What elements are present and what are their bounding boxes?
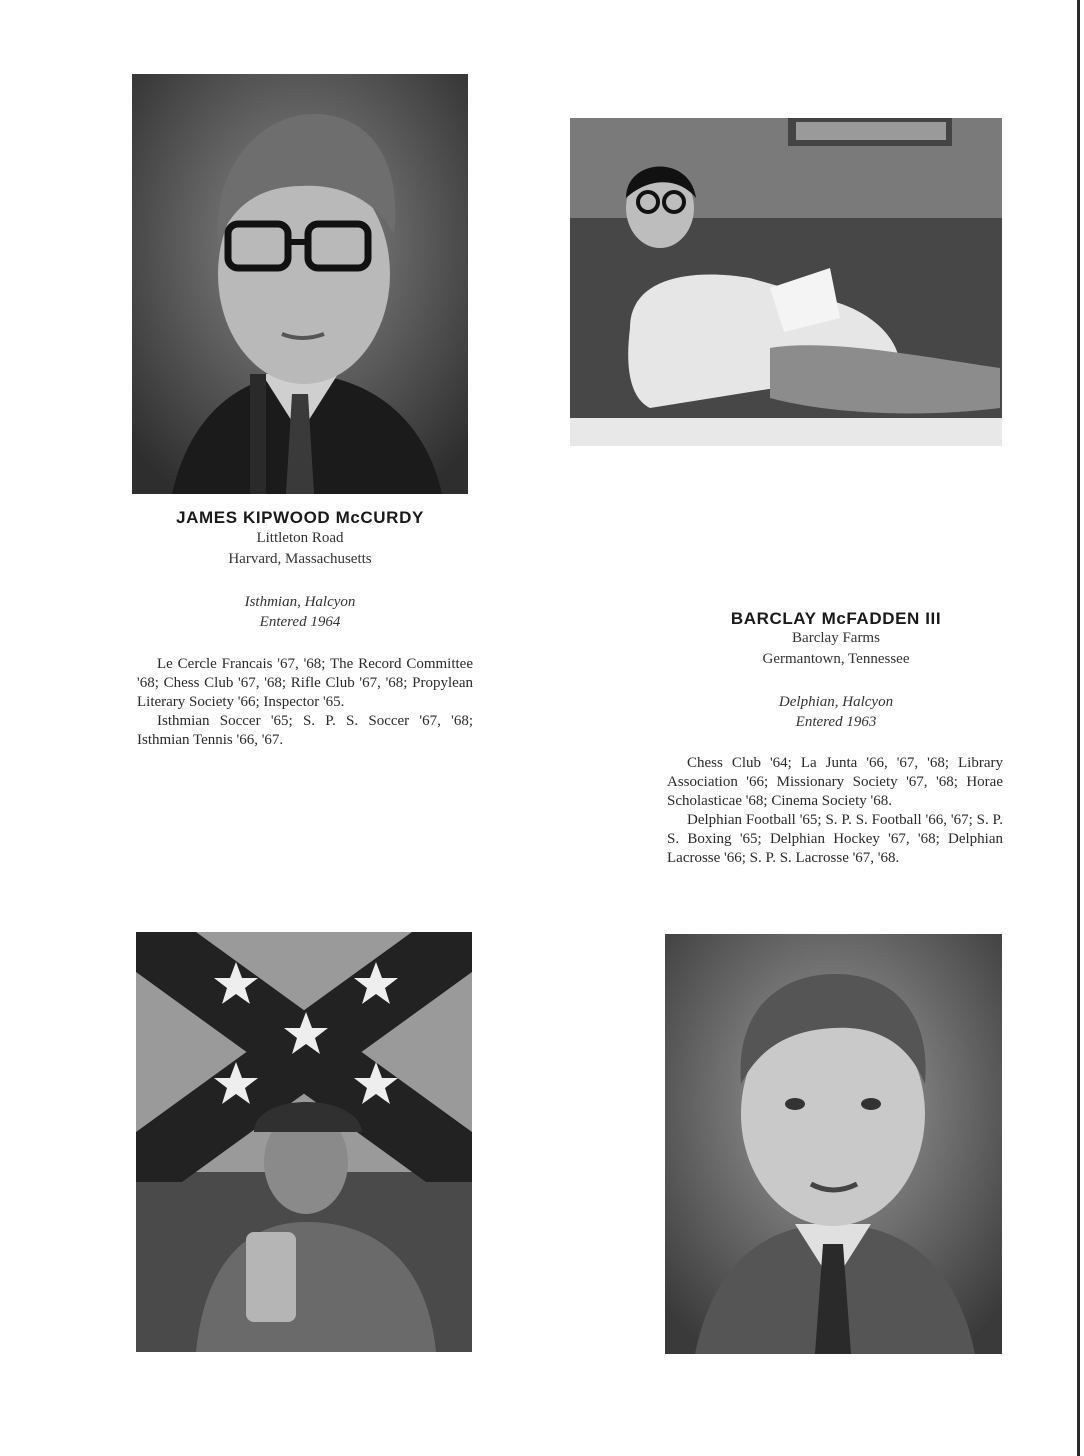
address-city: Germantown, Tennessee bbox=[762, 651, 910, 667]
student-activities bbox=[137, 655, 473, 750]
student-name: BARCLAY McFADDEN III bbox=[730, 609, 942, 628]
address-street: Littleton Road bbox=[256, 530, 344, 546]
entered-year: Entered 1964 bbox=[259, 614, 341, 630]
portrait-photo-mccurdy bbox=[132, 74, 468, 494]
student-name: JAMES KIPWOOD McCURDY bbox=[176, 508, 424, 527]
activities-text: Chess Club '64; La Junta '66, '67, '68; Library Association '66; Missionary Society '67, '68; Horae Scholasticae '68; Cinema Society '68. bbox=[667, 755, 1003, 809]
address-city: Harvard, Massachusetts bbox=[228, 551, 372, 567]
activities-text: Le Cercle Francais '67, '68; The Record Committee '68; Chess Club '67, '68; Rifle Club '67, '68; Propylean Literary Society '66; Inspector '65. bbox=[137, 656, 473, 710]
student-clubs: Delphian, Halcyon bbox=[778, 694, 894, 710]
address-street: Barclay Farms bbox=[792, 630, 880, 646]
student-activities bbox=[667, 754, 1003, 868]
page-edge bbox=[1077, 0, 1080, 1456]
entered-year: Entered 1963 bbox=[795, 714, 877, 730]
portrait-photo-mcfadden bbox=[665, 934, 1002, 1354]
sports-text: Delphian Football '65; S. P. S. Football '66, '67; S. P. S. Boxing '65; Delphian Hockey '67, '68; Delphian Lacrosse '66; S. P. S. Lacrosse '67, '68. bbox=[667, 812, 1003, 866]
candid-photo-reclining bbox=[570, 118, 1002, 446]
student-clubs: Isthmian, Halcyon bbox=[244, 594, 356, 610]
sports-text: Isthmian Soccer '65; S. P. S. Soccer '67, '68; Isthmian Tennis '66, '67. bbox=[137, 713, 473, 748]
candid-photo-flag bbox=[136, 932, 472, 1352]
